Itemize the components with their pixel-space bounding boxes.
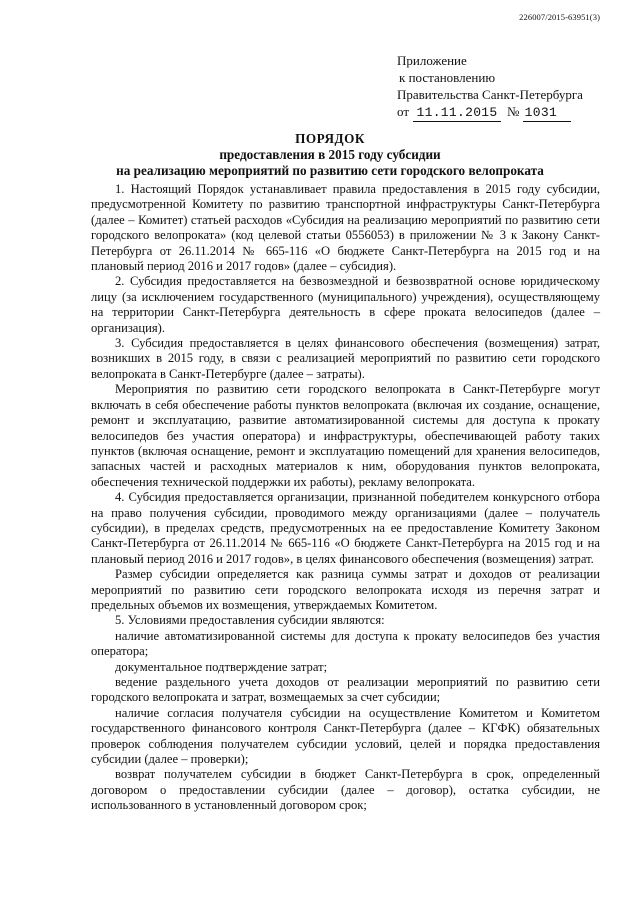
document-title xyxy=(60,131,600,179)
paragraph: ведение раздельного учета доходов от реализации мероприятий по развитию сети городского велопроката и затрат, возмещаемых за счет субсидии; xyxy=(91,675,600,705)
title-line-3: на реализацию мероприятий по развитию сети городского велопроката xyxy=(116,163,544,178)
appendix-title: Приложение xyxy=(397,53,467,68)
document-code: 226007/2015-63951(3) xyxy=(519,12,600,22)
appendix-block xyxy=(397,52,617,122)
paragraph: Мероприятия по развитию сети городского велопроката в Санкт-Петербурге могут включать в себя обеспечение работы пунктов велопроката (включая их создание, оснащение, ремонт и эксплуатацию, развитие автоматизированной системы для доступа к прокату велосипедов без участия оператора) и инфраструктуры, обеспечивающей работу таких пунктов (включая оснащение, ремонт и эксплуатацию помещений для хранения велосипедов, запасных частей и расходных материалов к ним, оборудования пунктов велопроката, обеспечения технической поддержки их работы), рекламу велопроката. xyxy=(91,382,600,489)
document-body xyxy=(91,182,600,814)
resolution-number: 1031 xyxy=(523,104,571,122)
resolution-date: 11.11.2015 xyxy=(413,104,501,122)
paragraph: 3. Субсидия предоставляется в целях финансового обеспечения (возмещения) затрат, возникших в 2015 году, в связи с реализацией мероприятий по развитию сети городского велопроката в Санкт-Петербурге (далее – затраты). xyxy=(91,336,600,381)
appendix-government: Правительства Санкт-Петербурга xyxy=(397,87,583,102)
paragraph: Размер субсидии определяется как разница суммы затрат и доходов от реализации мероприятий по развитию сети городского велопроката исходя из перечня затрат и предельных объемов их возмещения, утверждаемых Комитетом. xyxy=(91,567,600,612)
title-line-2: предоставления в 2015 году субсидии xyxy=(219,147,441,162)
paragraph: 5. Условиями предоставления субсидии являются: xyxy=(115,613,385,628)
appendix-date-line xyxy=(397,103,617,122)
paragraph: 2. Субсидия предоставляется на безвозмездной и безвозвратной основе юридическому лицу (за исключением государственного (муниципального) учреждения), осуществляющему на территории Санкт-Петербурга деятельность в сфере проката велосипедов (далее – организация). xyxy=(91,274,600,335)
paragraph: 1. Настоящий Порядок устанавливает правила предоставления в 2015 году субсидии, предусмотренной Комитету по развитию транспортной инфраструктуры Санкт-Петербурга (далее – Комитет) статьей расходов «Субсидия на реализацию мероприятий по развитию сети городского велопроката» (код целевой статьи 0556053) в приложении № 3 к Закону Санкт-Петербурга от 26.11.2014 № 665-116 «О бюджете Санкт-Петербурга на 2015 год и на плановый период 2016 и 2017 годов» (далее – субсидия). xyxy=(91,182,600,274)
date-prefix: от xyxy=(397,104,410,119)
paragraph: наличие автоматизированной системы для доступа к прокату велосипедов без участия оператора; xyxy=(91,628,600,659)
paragraph: возврат получателем субсидии в бюджет Санкт-Петербурга в срок, определенный договором о предоставлении субсидии (далее – договор), остатка субсидии, не использованного в установленный договором срок; xyxy=(91,767,600,813)
paragraph: документальное подтверждение затрат; xyxy=(115,659,328,674)
paragraph: 4. Субсидия предоставляется организации, признанной победителем конкурсного отбора на право получения субсидии, проводимого между организациями (далее – получатель субсидии), в пределах средств, предусмотренных на ее предоставление Комитету Законом Санкт-Петербурга от 26.11.2014 № 665-116 «О бюджете Санкт-Петербурга на 2015 год и на плановый период 2016 и 2017 годов», в целях финансового обеспечения (возмещения) затрат. xyxy=(91,490,600,566)
appendix-resolution: к постановлению xyxy=(399,70,496,85)
title-line-1: ПОРЯДОК xyxy=(295,131,365,146)
paragraph: наличие согласия получателя субсидии на осуществление Комитетом и Комитетом государственного финансового контроля Санкт-Петербурга (далее – КГФК) обязательных проверок соблюдения получателем субсидии условий, целей и порядка предоставления субсидии (далее – проверки); xyxy=(91,705,600,767)
number-label: № xyxy=(507,104,520,119)
